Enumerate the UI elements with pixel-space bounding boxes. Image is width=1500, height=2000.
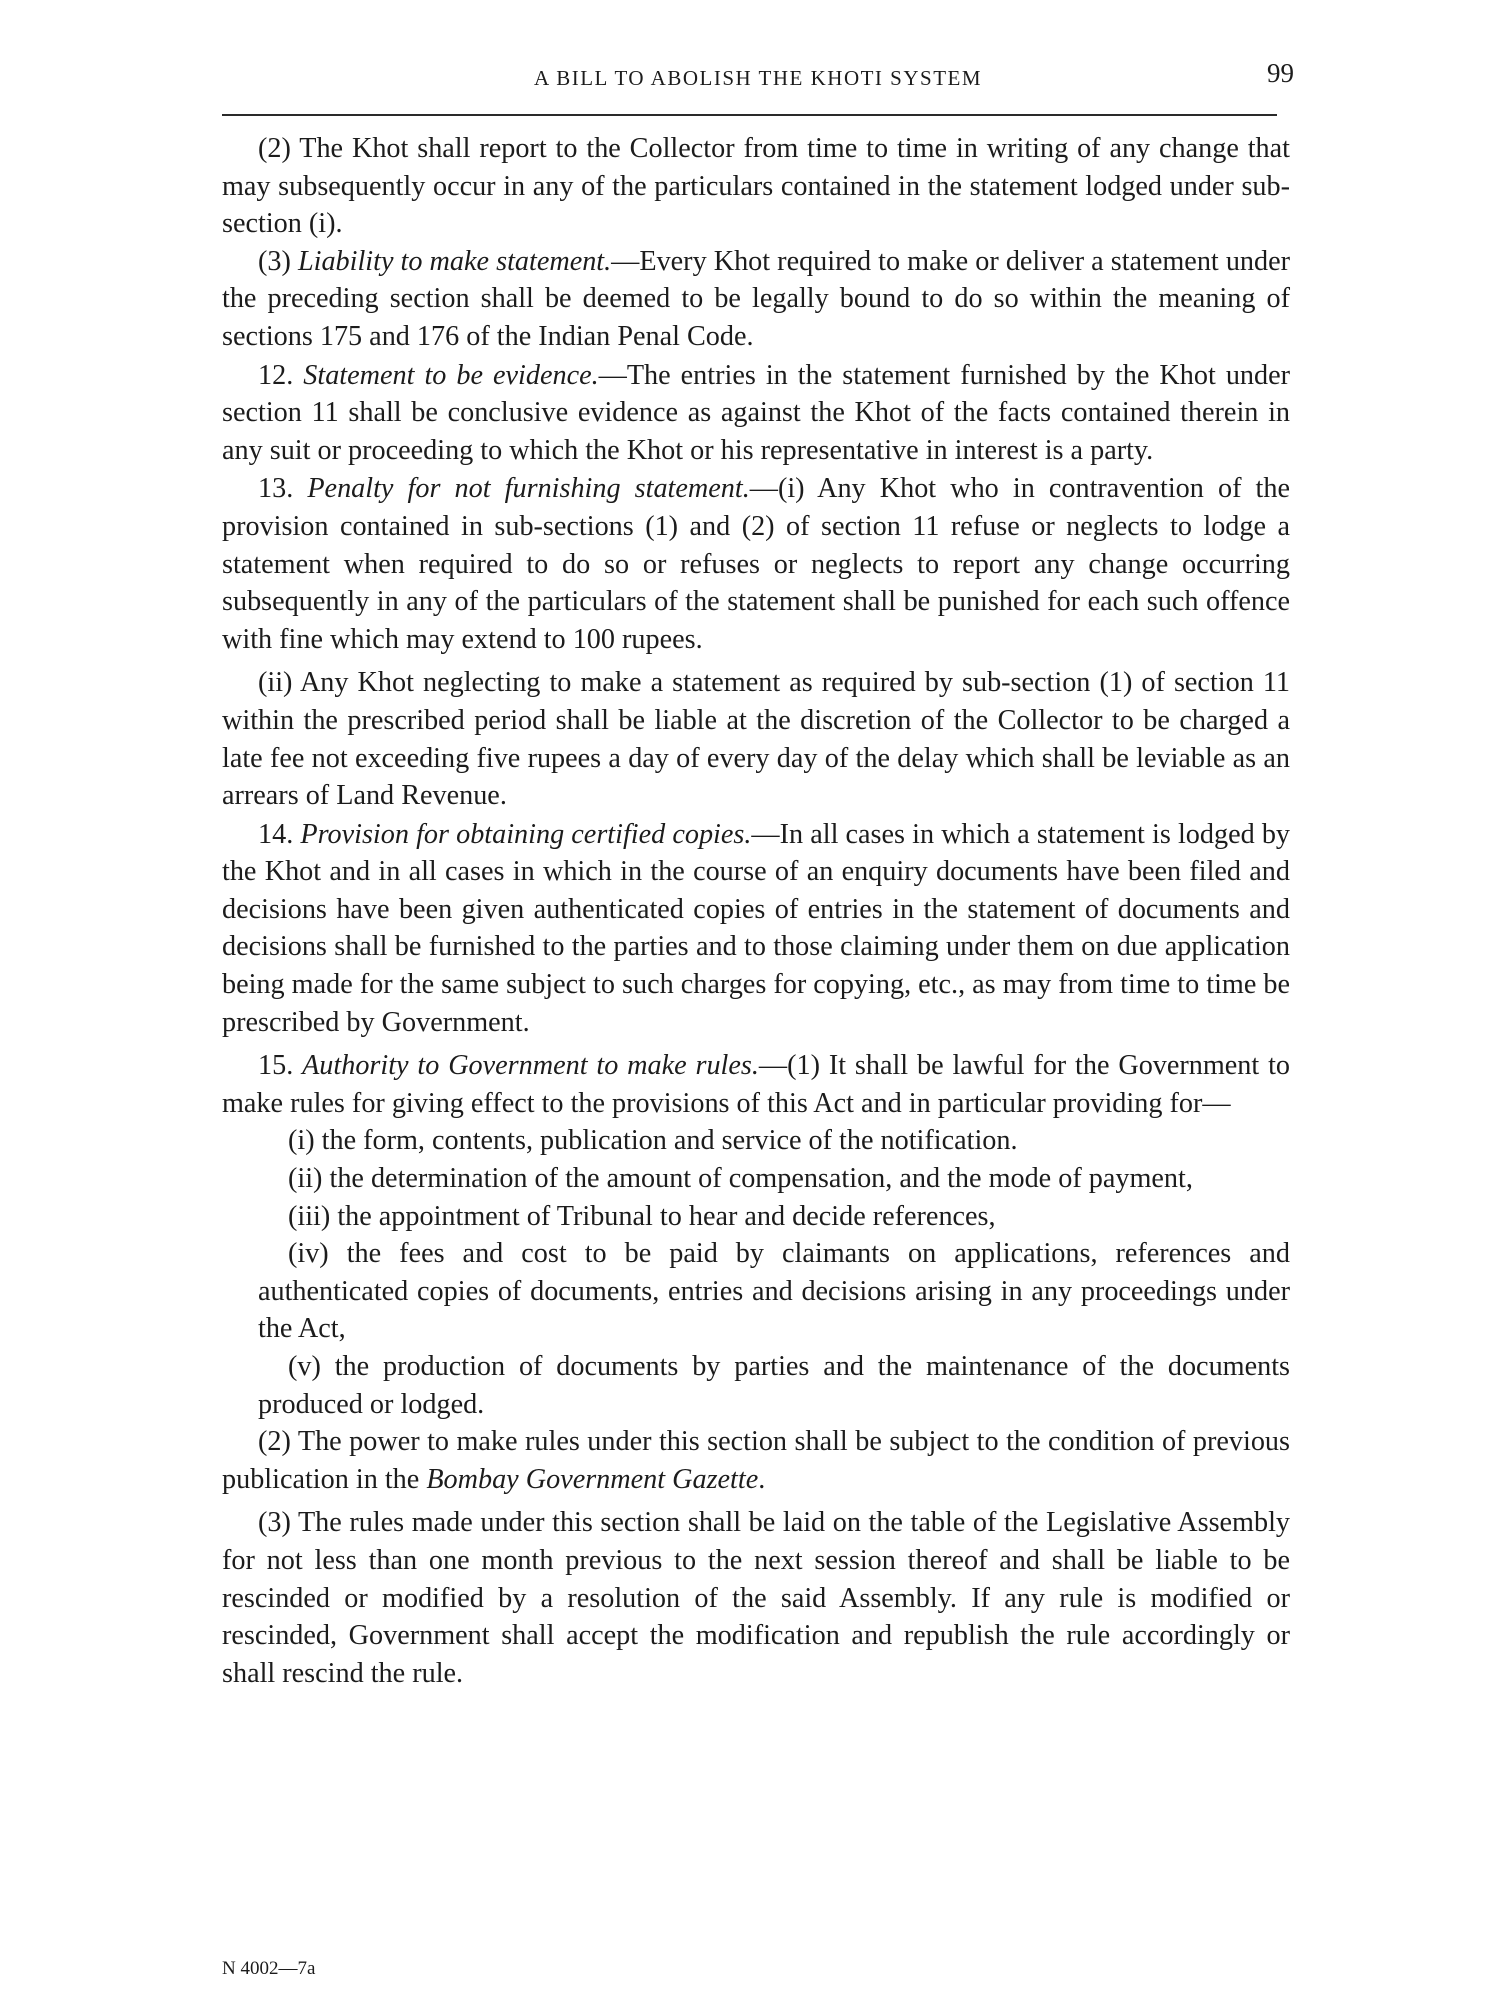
list-item: (iii) the appointment of Tribunal to hear and decide references, (288, 1200, 996, 1232)
body-text (222, 130, 1290, 1692)
list-item: (i) the form, contents, publication and service of the notification. (288, 1125, 1018, 1157)
page-number: 99 (1267, 58, 1294, 88)
paragraph-11-2: (2) The Khot shall report to the Collector from time to time in writing of any change that may subsequently occur in any of the particulars contained in the statement lodged under sub-section (i). (222, 133, 1290, 240)
list-item: (iv) the fees and cost to be paid by claimants on applications, references and authenticated copies of documents, entries and decisions arising in any proceedings under the Act, (258, 1238, 1290, 1345)
section-12: 12. Statement to be evidence.—The entries in the statement furnished by the Khot under section 11 shall be conclusive evidence as against the Khot of the facts contained therein in any suit or proceeding to which the Khot or his representative in interest is a party. (222, 359, 1290, 466)
section-15-3: (3) The rules made under this section shall be laid on the table of the Legislative Assembly for not less than one month previous to the next session thereof and shall be liable to be rescinded or modified by a resolution of the said Assembly. If any rule is modified or rescinded, Government shall accept the modification and republish the rule accordingly or shall rescind the rule. (222, 1507, 1290, 1689)
running-title: A BILL TO ABOLISH THE KHOTI SYSTEM (533, 66, 983, 90)
paragraph-11-3: (3) Liability to make statement.—Every Khot required to make or deliver a statement under the preceding section shall be deemed to be legally bound to do so within the meaning of sections 175 and 176 of the Indian Penal Code. (222, 245, 1290, 352)
marginal-heading: Provision for obtaining certified copies. (300, 818, 752, 850)
gazette-title: Bombay Government Gazette (426, 1463, 759, 1495)
section-13: 13. Penalty for not furnishing statement.—(i) Any Khot who in contravention of the provision contained in sub-sections (1) and (2) of section 11 refuse or neglects to lodge a statement when required to do so or refuses or neglects to report any change occurring subsequently in any of the particulars of the statement shall be punished for each such offence with fine which may extend to 100 rupees. (222, 473, 1290, 655)
marginal-heading: Authority to Government to make rules. (302, 1050, 759, 1082)
list-item: (ii) the determination of the amount of compensation, and the mode of payment, (288, 1163, 1193, 1195)
marginal-heading: Liability to make statement. (297, 245, 612, 277)
print-code: N 4002—7a (222, 1958, 316, 1979)
marginal-heading: Statement to be evidence. (303, 359, 599, 391)
section-14: 14. Provision for obtaining certified copies.—In all cases in which a statement is lodged by the Khot and in all cases in which in the course of an enquiry documents have been filed and decisions have been given authenticated copies of entries in the statement of documents and decisions shall be furnished to the parties and to those claiming under them on due application being made for the same subject to such charges for copying, etc., as may from time to time be prescribed by Government. (222, 818, 1291, 1038)
page-header (222, 58, 1294, 98)
section-13-ii: (ii) Any Khot neglecting to make a statement as required by sub-section (1) of section 11 within the prescribed period shall be liable at the discretion of the Collector to be charged a late fee not exceeding five rupees a day of every day of the delay which shall be leviable as an arrears of Land Revenue. (222, 667, 1290, 812)
section-15: 15. Authority to Government to make rules.—(1) It shall be lawful for the Government to make rules for giving effect to the provisions of this Act and in particular providing for— (222, 1050, 1291, 1119)
section-15-2: (2) The power to make rules under this section shall be subject to the condition of previous publication in the Bombay Government Gazette. (222, 1426, 1290, 1495)
header-rule (222, 114, 1277, 116)
list-item: (v) the production of documents by parties and the maintenance of the documents produced or lodged. (258, 1351, 1290, 1420)
marginal-heading: Penalty for not furnishing statement. (307, 473, 750, 505)
